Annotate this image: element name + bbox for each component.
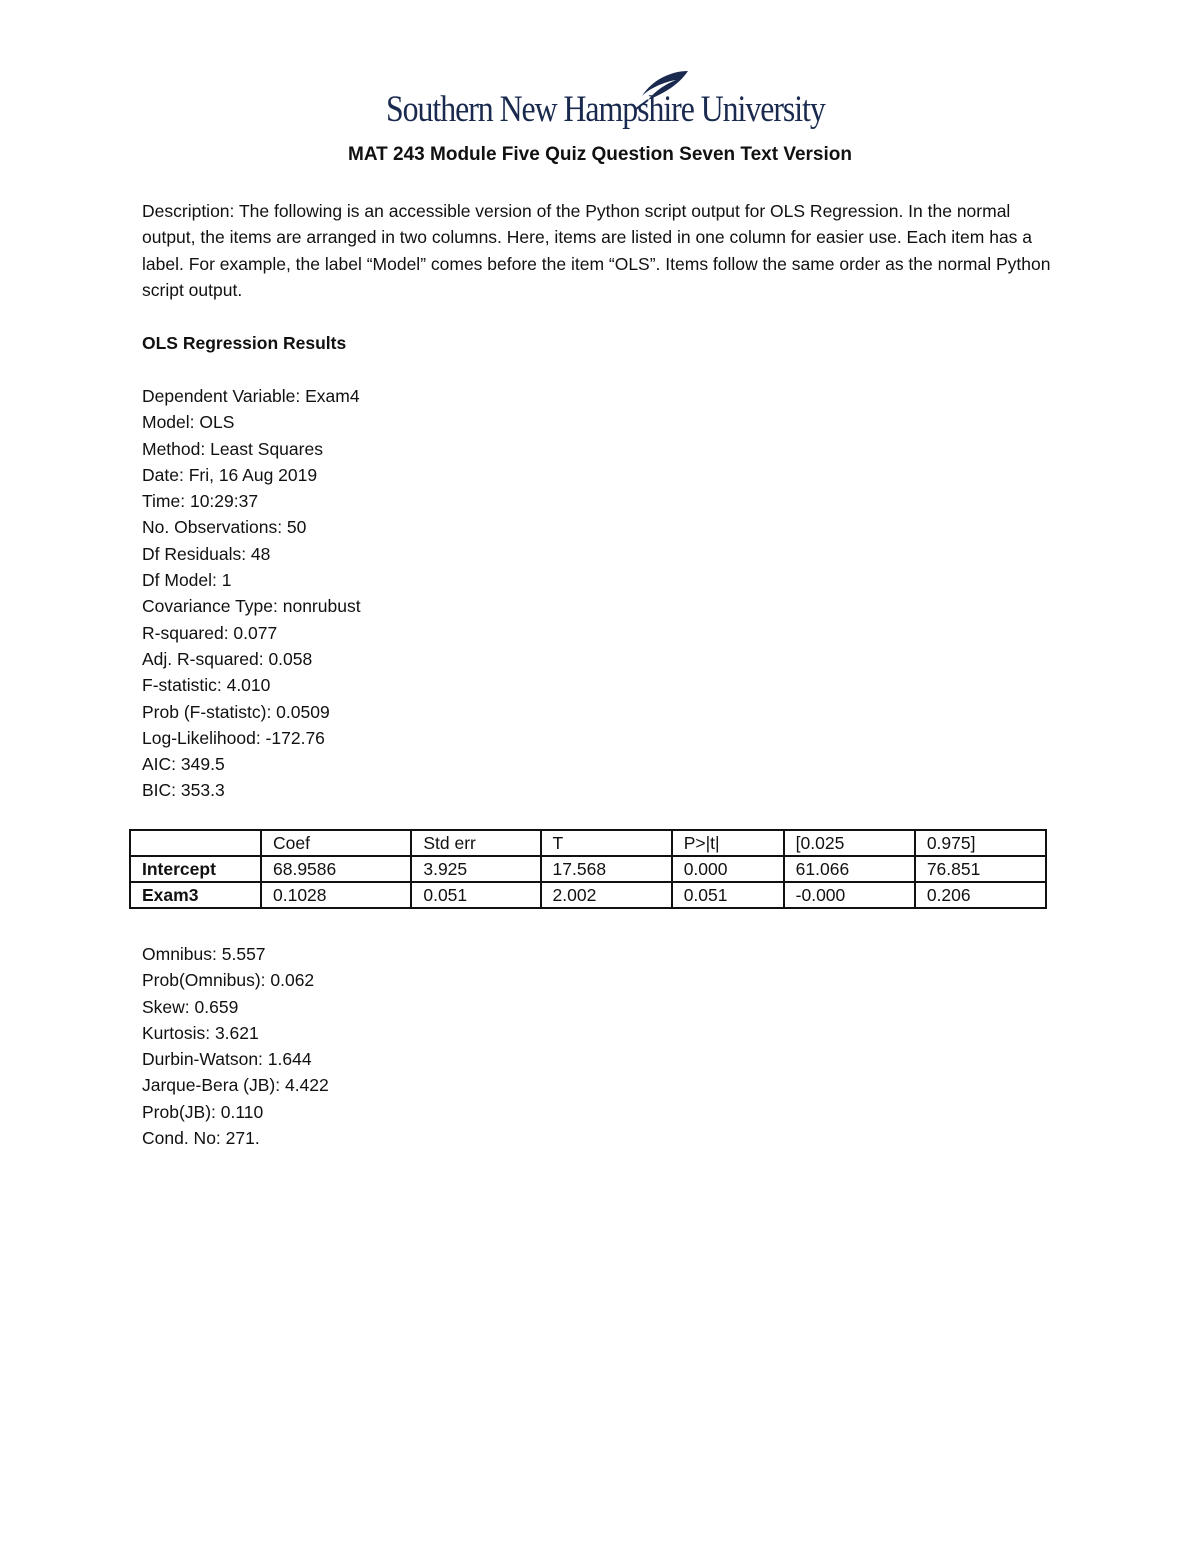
stat-item: Model: OLS: [142, 412, 235, 433]
diagnostics-list: [142, 941, 329, 1151]
table-row-label: Intercept: [130, 856, 261, 882]
stat-item: Adj. R-squared: 0.058: [142, 648, 313, 669]
table-header-row: [130, 830, 1046, 856]
stat-item: F-statistic: 4.010: [142, 675, 271, 696]
stat-item: R-squared: 0.077: [142, 622, 278, 643]
stat-item: Df Residuals: 48: [142, 543, 271, 564]
page-title: MAT 243 Module Five Quiz Question Seven Text Version: [348, 144, 852, 165]
table-cell: 0.206: [915, 882, 1046, 908]
table-cell: 0.051: [672, 882, 784, 908]
stat-item: Covariance Type: nonrubust: [142, 596, 361, 617]
table-cell: 76.851: [915, 856, 1046, 882]
table-row: [130, 856, 1046, 882]
table-cell: 3.925: [411, 856, 540, 882]
diagnostic-item: Durbin-Watson: 1.644: [142, 1049, 312, 1070]
stat-item: Dependent Variable: Exam4: [142, 386, 360, 406]
table-cell: 68.9586: [261, 856, 411, 882]
stat-item: No. Observations: 50: [142, 517, 307, 538]
table-header-cell: Std err: [411, 830, 540, 856]
table-cell: 61.066: [784, 856, 915, 882]
diagnostic-item: Omnibus: 5.557: [142, 944, 266, 964]
table-header-cell: Coef: [261, 830, 411, 856]
stat-item: Prob (F-statistc): 0.0509: [142, 701, 330, 722]
table-cell: 2.002: [541, 882, 672, 908]
table-header-cell: 0.975]: [915, 830, 1046, 856]
table-cell: 0.000: [672, 856, 784, 882]
university-logo: [386, 70, 825, 136]
stat-item: Method: Least Squares: [142, 438, 323, 459]
table-cell: 0.051: [411, 882, 540, 908]
regression-stats-list: [142, 383, 361, 804]
table-row-label: Exam3: [130, 882, 261, 908]
table-row: [130, 882, 1046, 908]
section-heading: OLS Regression Results: [142, 333, 347, 353]
table-header-cell: P>|t|: [672, 830, 784, 856]
stat-item: Time: 10:29:37: [142, 491, 259, 512]
diagnostic-item: Jarque-Bera (JB): 4.422: [142, 1075, 329, 1096]
table-header-cell: T: [541, 830, 672, 856]
diagnostic-item: Prob(Omnibus): 0.062: [142, 970, 315, 991]
table-cell: 17.568: [541, 856, 672, 882]
diagnostic-item: Skew: 0.659: [142, 996, 239, 1017]
table-header-cell: [0.025: [784, 830, 915, 856]
table-cell: 0.1028: [261, 882, 411, 908]
description-paragraph: Description: The following is an accessible version of the Python script output for OLS Regression. In the normal output, the items are arranged in two columns. Here, items are listed in one column for easier use. Each item has a label. For example, the label “Model” comes before the item “OLS”. Items follow the same order as the normal Python script output.: [142, 201, 1051, 300]
table-cell: -0.000: [784, 882, 915, 908]
diagnostic-item: Cond. No: 271.: [142, 1128, 260, 1149]
coefficients-table: [129, 829, 1047, 909]
diagnostic-item: Prob(JB): 0.110: [142, 1101, 264, 1122]
stat-item: AIC: 349.5: [142, 754, 225, 775]
stat-item: BIC: 353.3: [142, 780, 225, 801]
logo-wordmark: Southern New Hampshire University: [386, 89, 825, 130]
stat-item: Df Model: 1: [142, 570, 232, 591]
diagnostic-item: Kurtosis: 3.621: [142, 1022, 259, 1043]
table-header-cell: [130, 830, 261, 856]
stat-item: Date: Fri, 16 Aug 2019: [142, 464, 318, 485]
stat-item: Log-Likelihood: -172.76: [142, 727, 325, 748]
